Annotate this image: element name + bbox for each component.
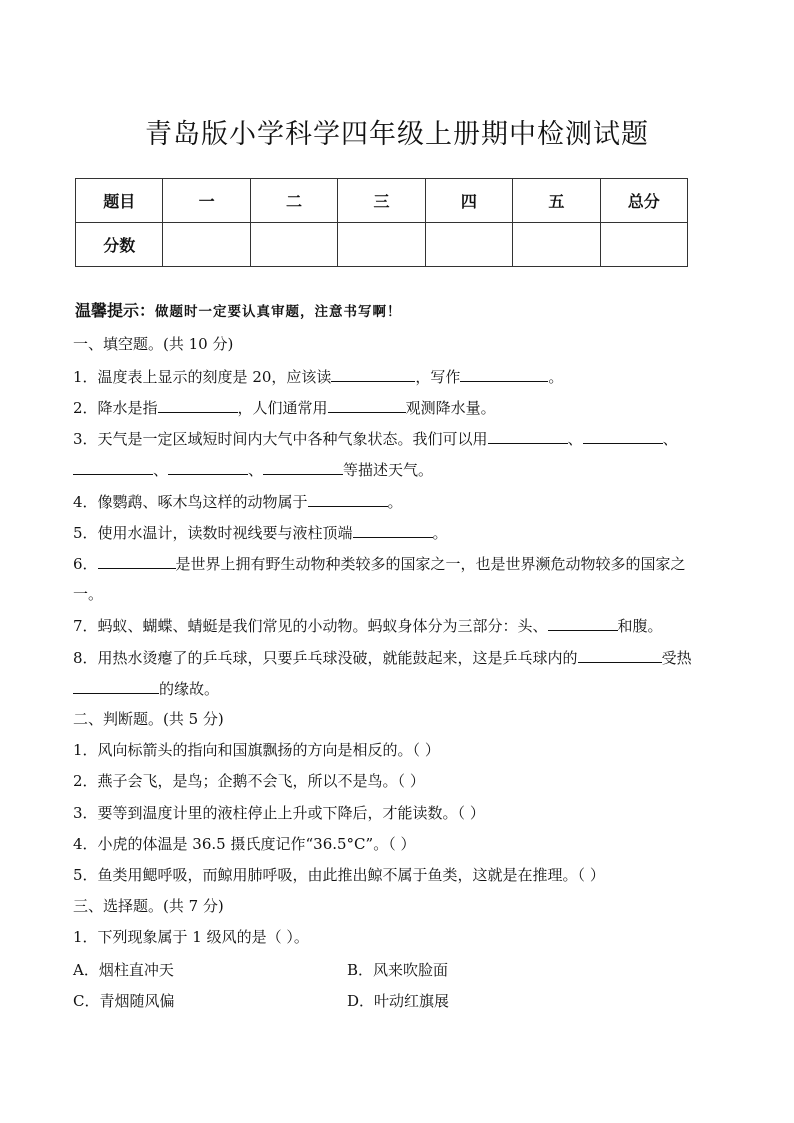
answer-blank[interactable] [548,615,618,631]
question-fill-7: 7．蚂蚁、蝴蝶、蜻蜓是我们常见的小动物。蚂蚁身体分为三部分：头、 和腹。 [73,617,663,635]
question-fill-1: 1．温度表上显示的刻度是 20，应该读 ，写作 。 [73,368,564,386]
answer-blank[interactable] [158,397,238,413]
choice-option-a[interactable]: A．烟柱直冲天 [73,961,174,979]
question-fill-3-cont: 、 、 等描述天气。 [73,459,433,480]
score-header-cell: 二 [250,179,337,223]
question-judge-4: 4．小虎的体温是 36.5 摄氏度记作“36.5°C”。（ ） [73,835,416,853]
score-cell[interactable] [250,223,337,267]
warm-tip [75,298,402,321]
page-title: 青岛版小学科学四年级上册期中检测试题 [145,119,649,150]
question-fill-5: 5．使用水温计，读数时视线要与液柱顶端 。 [73,524,448,542]
question-fill-2: 2．降水是指 ，人们通常用 观测降水量。 [73,399,496,417]
question-fill-6-cont: 一。 [73,585,104,603]
answer-blank[interactable] [353,522,433,538]
answer-blank[interactable] [263,459,343,475]
score-cell[interactable] [513,223,600,267]
choice-option-d[interactable]: D．叶动红旗展 [347,992,450,1010]
score-header-cell: 题目 [76,179,163,223]
choice-option-b[interactable]: B．风来吹脸面 [347,961,449,979]
score-cell[interactable] [600,223,687,267]
score-table-score-row [76,223,688,267]
question-fill-4: 4．像鹦鹉、啄木鸟这样的动物属于 。 [73,493,403,511]
question-fill-8-cont: 的缘故。 [73,678,219,699]
question-judge-5: 5．鱼类用鳃呼吸，而鲸用肺呼吸，由此推出鲸不属于鱼类，这就是在推理。（ ） [73,866,605,884]
question-judge-1: 1．风向标箭头的指向和国旗飘扬的方向是相反的。（ ） [73,741,440,759]
choice-option-c[interactable]: C．青烟随风偏 [73,992,175,1010]
tip-label: 温馨提示： [75,301,156,320]
section-heading-choice: 三、选择题。(共 7 分) [73,897,224,915]
answer-blank[interactable] [488,428,568,444]
question-fill-8: 8．用热水烫瘪了的乒乓球，只要乒乓球没破，就能鼓起来，这是乒乓球内的 受热 [73,649,692,667]
question-fill-3: 3．天气是一定区域短时间内大气中各种气象状态。我们可以用 、 、 [73,430,678,448]
section-heading-judge: 二、判断题。(共 5 分) [73,710,224,728]
answer-blank[interactable] [308,491,388,507]
score-cell[interactable] [163,223,250,267]
answer-blank[interactable] [168,459,248,475]
score-cell[interactable] [425,223,512,267]
question-choice-1: 1．下列现象属于 1 级风的是（ ）。 [73,928,309,946]
answer-blank[interactable] [98,553,176,569]
score-header-cell: 三 [338,179,425,223]
question-fill-6: 6． 是世界上拥有野生动物种类较多的国家之一，也是世界濒危动物较多的国家之 [73,555,686,573]
score-header-cell: 一 [163,179,250,223]
question-judge-3: 3．要等到温度计里的液柱停止上升或下降后，才能读数。（ ） [73,804,485,822]
question-judge-2: 2．燕子会飞，是鸟；企鹅不会飞，所以不是鸟。（ ） [73,772,425,790]
score-header-cell: 五 [513,179,600,223]
score-cell[interactable] [338,223,425,267]
section-heading-fill: 一、填空题。(共 10 分) [73,335,234,353]
score-header-cell: 四 [425,179,512,223]
score-header-cell: 总分 [600,179,687,223]
answer-blank[interactable] [460,366,548,382]
score-row-label: 分数 [76,223,163,267]
tip-text: 做题时一定要认真审题，注意书写啊！ [155,304,402,320]
answer-blank[interactable] [583,428,663,444]
answer-blank[interactable] [578,647,662,663]
answer-blank[interactable] [331,366,415,382]
score-table [75,178,688,267]
answer-blank[interactable] [73,459,153,475]
answer-blank[interactable] [73,678,159,694]
score-table-header-row [76,179,688,223]
answer-blank[interactable] [328,397,406,413]
